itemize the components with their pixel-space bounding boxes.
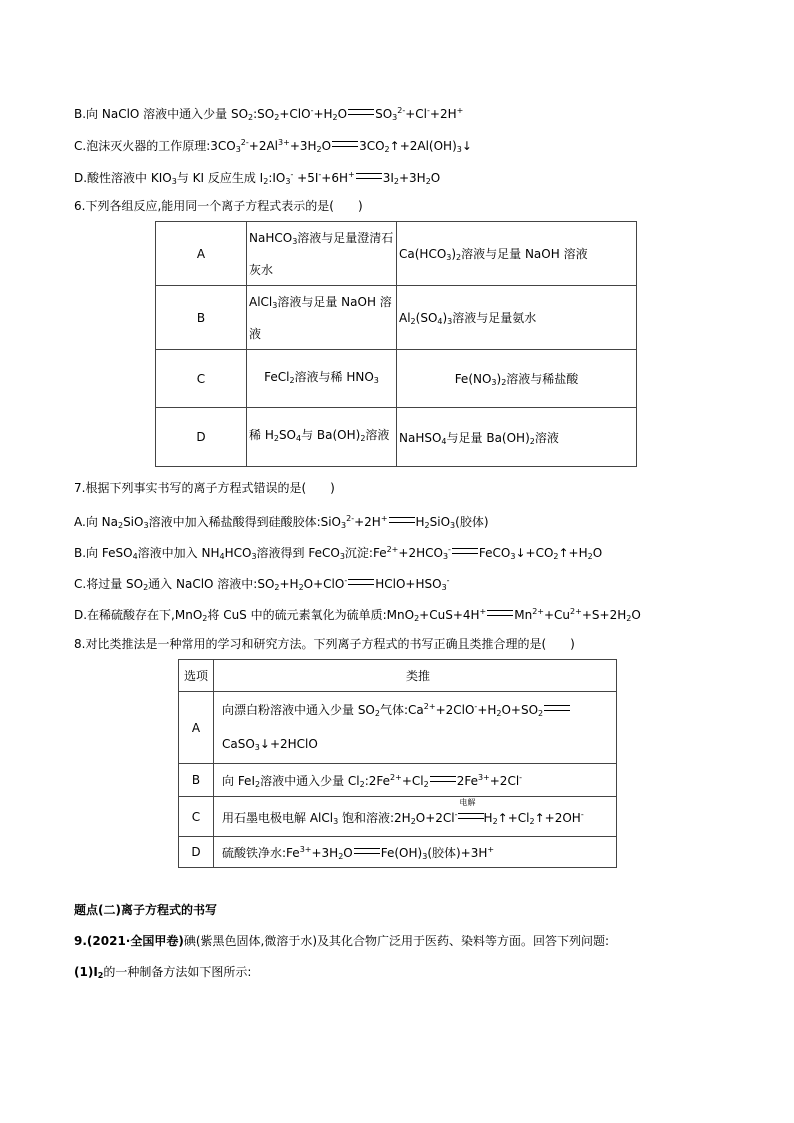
q8-row-label: B bbox=[179, 764, 214, 797]
equals-sign bbox=[544, 705, 570, 711]
q9-part1: $(1)I_2$的一种制备方法如下图所示: bbox=[74, 965, 252, 980]
q8-table bbox=[178, 659, 617, 868]
q7-stem: 7.根据下列事实书写的离子方程式错误的是( ) bbox=[74, 481, 335, 495]
q7-option-a: A.向 $Na_2SiO_3$溶液中加入稀盐酸得到硅酸胶体:SiO$_3^{2-}$+2H+ $H_2SiO_3$(胶体) bbox=[74, 514, 489, 530]
table-row bbox=[156, 350, 637, 408]
q6-row-label: A bbox=[156, 222, 247, 286]
q8-cell: 硫酸铁净水$:Fe^{3+}+3H_2O$ $Fe(OH)_3$(胶体)+3H+ bbox=[214, 837, 617, 868]
equals-sign bbox=[389, 517, 415, 523]
equals-sign bbox=[348, 579, 374, 585]
q6-cell-left: FeCl$_2$溶液与稀 $HNO_3$ bbox=[247, 350, 397, 408]
q6-table bbox=[155, 221, 637, 467]
q6-row-label: D bbox=[156, 408, 247, 467]
q6-cell-left: AlCl$_3$溶液与足量 NaOH 溶液 bbox=[247, 286, 397, 350]
q7-option-b: B.向 FeSO$_4$溶液中加入 $NH_4HCO_3$溶液得到 FeCO$_3$沉淀$:Fe^{2+}+2HCO_3^-$ $FeCO_3↓+CO_2↑+H_2O$ bbox=[74, 545, 603, 561]
equals-sign bbox=[452, 548, 478, 554]
table-row bbox=[156, 408, 637, 467]
q7-option-d: D.在稀硫酸存在下,MnO$_2$将 CuS 中的硫元素氧化为硫单质:MnO$_2$+CuS+4H+ $Mn^{2+}+Cu^{2+}+S+2H_2O$ bbox=[74, 607, 641, 623]
equals-sign bbox=[356, 173, 382, 179]
q8-cell: 用石墨电极电解 AlCl$_3$ 饱和溶液$:2H_2O+2Cl^-$ 电解 $H_2↑+Cl_2↑+2OH^-$ bbox=[214, 797, 617, 837]
table-row bbox=[179, 797, 617, 837]
q9-stem: 9.(2021·全国甲卷)碘(紫黑色固体,微溶于水)及其化合物广泛用于医药、染料等方面。回答下列问题: bbox=[74, 934, 610, 948]
q6-cell-right: NaHSO$_4$与足量 $Ba(OH)_2$溶液 bbox=[397, 408, 637, 467]
q8-row-label: C bbox=[179, 797, 214, 837]
equals-sign bbox=[487, 610, 513, 616]
q6-cell-right: $Ca(HCO_3)_2$溶液与足量 NaOH 溶液 bbox=[397, 222, 637, 286]
table-row bbox=[179, 764, 617, 797]
q8-row-label: D bbox=[179, 837, 214, 868]
q6-cell-left: NaHCO$_3$溶液与足量澄清石灰水 bbox=[247, 222, 397, 286]
q5-option-d: D.酸性溶液中 $KIO_3$与 KI 反应生成 $I_2:IO_3^- +5I^-+6H^+$ $3I_2+3H_2O$ bbox=[74, 170, 441, 186]
electrolysis-equals: 电解 bbox=[458, 808, 484, 822]
table-row bbox=[179, 660, 617, 692]
equals-sign bbox=[348, 109, 374, 115]
q6-row-label: C bbox=[156, 350, 247, 408]
q7-option-c: C.将过量 $SO_2$通入 NaClO 溶液中$:SO_2+H_2O+ClO^-$ $HClO+HSO_3^-$ bbox=[74, 576, 450, 592]
q6-stem: 6.下列各组反应,能用同一个离子方程式表示的是( ) bbox=[74, 199, 363, 213]
q6-cell-left: 稀 $H_2SO_4$与 $Ba(OH)_2$溶液 bbox=[247, 408, 397, 467]
q5-option-c: C.泡沫灭火器的工作原理$:3CO_3^{2-}+2Al^{3+}+3H_2O$ $3CO_2↑+2Al(OH)_3↓$ bbox=[74, 138, 472, 154]
table-row bbox=[179, 837, 617, 868]
q8-header-option: 选项 bbox=[179, 660, 214, 692]
section-title: 题点(二)离子方程式的书写 bbox=[74, 903, 217, 917]
q8-stem: 8.对比类推法是一种常用的学习和研究方法。下列离子方程式的书写正确且类推合理的是( ) bbox=[74, 637, 575, 651]
table-row bbox=[156, 286, 637, 350]
q5-option-b: B.向 NaClO 溶液中通入少量 $SO_2:SO_2+ClO^-+H_2O$ $SO_3^{2-}+Cl^-+2H^+$ bbox=[74, 106, 464, 122]
equals-sign bbox=[354, 848, 380, 854]
q8-cell: 向漂白粉溶液中通入少量 $SO_2$气体$:Ca^{2+}+2ClO^-+H_2O+SO_2$ CaSO$_3$↓+2HClO bbox=[214, 692, 617, 764]
q6-cell-right: $Al_2(SO_4)_3$溶液与足量氨水 bbox=[397, 286, 637, 350]
q6-cell-right: $Fe(NO_3)_2$溶液与稀盐酸 bbox=[397, 350, 637, 408]
table-row bbox=[179, 692, 617, 764]
equals-sign bbox=[332, 141, 358, 147]
q8-cell: 向 FeI$_2$溶液中通入少量 $Cl_2:2Fe^{2+}+Cl_2$ $2Fe^{3+}+2Cl^-$ bbox=[214, 764, 617, 797]
equals-sign bbox=[430, 776, 456, 782]
q8-header-content: 类推 bbox=[214, 660, 617, 692]
q6-row-label: B bbox=[156, 286, 247, 350]
table-row bbox=[156, 222, 637, 286]
q8-row-label: A bbox=[179, 692, 214, 764]
